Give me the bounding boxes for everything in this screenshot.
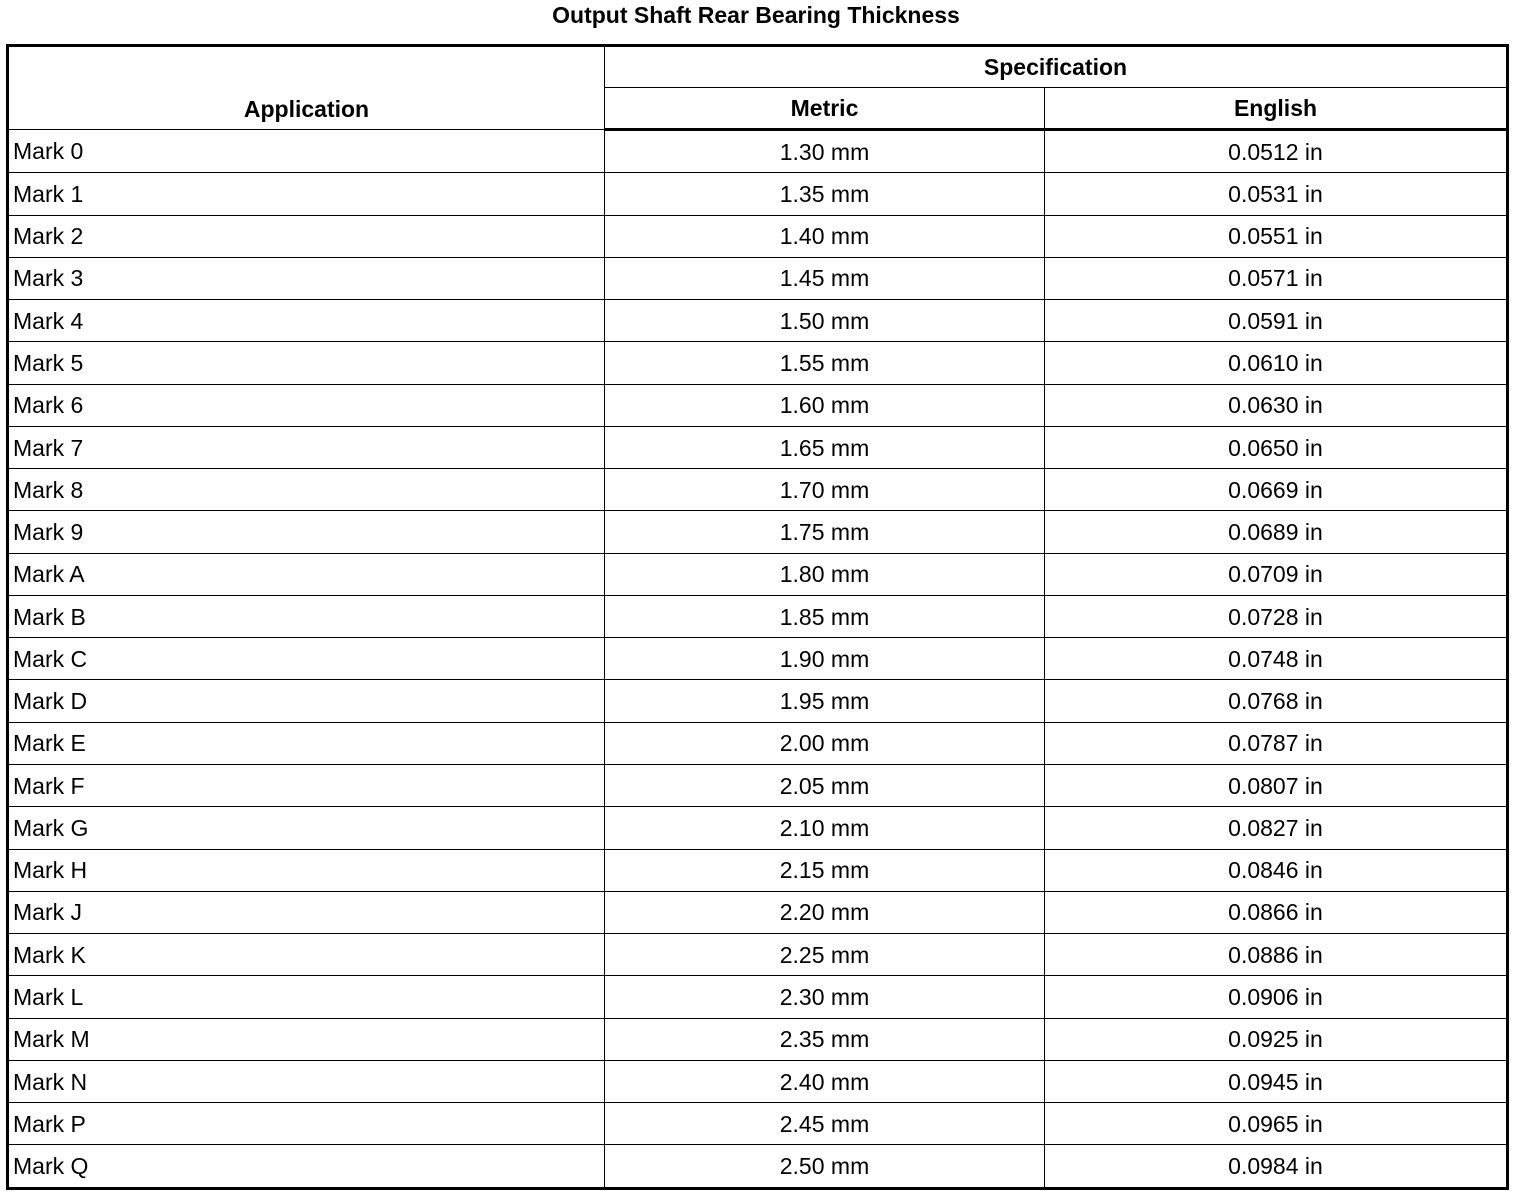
cell-metric: 1.95 mm <box>605 680 1045 722</box>
cell-metric: 1.30 mm <box>605 130 1045 173</box>
table-row <box>8 1018 1508 1060</box>
cell-metric: 2.35 mm <box>605 1018 1045 1060</box>
table-row <box>8 215 1508 257</box>
cell-metric: 2.45 mm <box>605 1103 1045 1145</box>
cell-english: 0.0669 in <box>1045 469 1508 511</box>
cell-application: Mark N <box>8 1060 605 1102</box>
cell-metric: 1.45 mm <box>605 257 1045 299</box>
cell-metric: 2.25 mm <box>605 934 1045 976</box>
cell-application: Mark H <box>8 849 605 891</box>
cell-application: Mark K <box>8 934 605 976</box>
cell-application: Mark B <box>8 595 605 637</box>
cell-application: Mark C <box>8 638 605 680</box>
table-row <box>8 342 1508 384</box>
cell-metric: 2.05 mm <box>605 765 1045 807</box>
cell-english: 0.0827 in <box>1045 807 1508 849</box>
cell-metric: 1.85 mm <box>605 595 1045 637</box>
cell-metric: 1.70 mm <box>605 469 1045 511</box>
cell-english: 0.0768 in <box>1045 680 1508 722</box>
cell-metric: 1.40 mm <box>605 215 1045 257</box>
cell-metric: 2.10 mm <box>605 807 1045 849</box>
table-row <box>8 891 1508 933</box>
cell-english: 0.0866 in <box>1045 891 1508 933</box>
cell-application: Mark 4 <box>8 300 605 342</box>
table-row <box>8 765 1508 807</box>
cell-english: 0.0886 in <box>1045 934 1508 976</box>
cell-metric: 1.60 mm <box>605 384 1045 426</box>
table-row <box>8 680 1508 722</box>
table-row <box>8 511 1508 553</box>
cell-application: Mark 6 <box>8 384 605 426</box>
cell-english: 0.0709 in <box>1045 553 1508 595</box>
cell-application: Mark 9 <box>8 511 605 553</box>
table-row <box>8 722 1508 764</box>
table-row <box>8 1145 1508 1189</box>
cell-application: Mark F <box>8 765 605 807</box>
cell-english: 0.0571 in <box>1045 257 1508 299</box>
cell-application: Mark 0 <box>8 130 605 173</box>
cell-english: 0.0512 in <box>1045 130 1508 173</box>
cell-english: 0.0531 in <box>1045 173 1508 215</box>
cell-english: 0.0984 in <box>1045 1145 1508 1189</box>
spec-table <box>6 44 1509 1190</box>
table-body <box>8 130 1508 1189</box>
table-row <box>8 173 1508 215</box>
header-application: Application <box>8 46 605 130</box>
table-row <box>8 1103 1508 1145</box>
cell-application: Mark E <box>8 722 605 764</box>
table-row <box>8 807 1508 849</box>
table-title: Output Shaft Rear Bearing Thickness <box>552 2 960 28</box>
table-row <box>8 849 1508 891</box>
table-row <box>8 426 1508 468</box>
table-row <box>8 257 1508 299</box>
cell-english: 0.0748 in <box>1045 638 1508 680</box>
cell-application: Mark M <box>8 1018 605 1060</box>
cell-application: Mark 2 <box>8 215 605 257</box>
cell-english: 0.0689 in <box>1045 511 1508 553</box>
cell-metric: 1.50 mm <box>605 300 1045 342</box>
table-header <box>8 46 1508 130</box>
cell-english: 0.0925 in <box>1045 1018 1508 1060</box>
cell-application: Mark L <box>8 976 605 1018</box>
cell-english: 0.0945 in <box>1045 1060 1508 1102</box>
cell-metric: 2.30 mm <box>605 976 1045 1018</box>
cell-application: Mark P <box>8 1103 605 1145</box>
table-row <box>8 976 1508 1018</box>
cell-application: Mark 1 <box>8 173 605 215</box>
table-row <box>8 553 1508 595</box>
cell-english: 0.0965 in <box>1045 1103 1508 1145</box>
header-english: English <box>1045 88 1508 130</box>
cell-application: Mark A <box>8 553 605 595</box>
cell-application: Mark D <box>8 680 605 722</box>
table-row <box>8 300 1508 342</box>
cell-english: 0.0807 in <box>1045 765 1508 807</box>
cell-english: 0.0630 in <box>1045 384 1508 426</box>
cell-metric: 1.55 mm <box>605 342 1045 384</box>
cell-metric: 2.00 mm <box>605 722 1045 764</box>
table-row <box>8 1060 1508 1102</box>
table-row <box>8 934 1508 976</box>
cell-application: Mark 8 <box>8 469 605 511</box>
cell-metric: 2.20 mm <box>605 891 1045 933</box>
header-metric: Metric <box>605 88 1045 130</box>
cell-english: 0.0591 in <box>1045 300 1508 342</box>
cell-metric: 2.15 mm <box>605 849 1045 891</box>
cell-metric: 1.80 mm <box>605 553 1045 595</box>
cell-metric: 2.50 mm <box>605 1145 1045 1189</box>
cell-english: 0.0551 in <box>1045 215 1508 257</box>
cell-english: 0.0650 in <box>1045 426 1508 468</box>
table-row <box>8 130 1508 173</box>
cell-application: Mark G <box>8 807 605 849</box>
cell-application: Mark Q <box>8 1145 605 1189</box>
table-row <box>8 384 1508 426</box>
cell-metric: 2.40 mm <box>605 1060 1045 1102</box>
cell-metric: 1.65 mm <box>605 426 1045 468</box>
cell-application: Mark 5 <box>8 342 605 384</box>
table-row <box>8 638 1508 680</box>
cell-application: Mark 7 <box>8 426 605 468</box>
cell-english: 0.0728 in <box>1045 595 1508 637</box>
cell-english: 0.0787 in <box>1045 722 1508 764</box>
cell-metric: 1.75 mm <box>605 511 1045 553</box>
header-specification: Specification <box>605 46 1508 88</box>
cell-english: 0.0846 in <box>1045 849 1508 891</box>
header-row-top <box>8 46 1508 88</box>
cell-application: Mark 3 <box>8 257 605 299</box>
cell-metric: 1.90 mm <box>605 638 1045 680</box>
cell-english: 0.0906 in <box>1045 976 1508 1018</box>
cell-english: 0.0610 in <box>1045 342 1508 384</box>
table-row <box>8 595 1508 637</box>
cell-application: Mark J <box>8 891 605 933</box>
table-row <box>8 469 1508 511</box>
cell-metric: 1.35 mm <box>605 173 1045 215</box>
